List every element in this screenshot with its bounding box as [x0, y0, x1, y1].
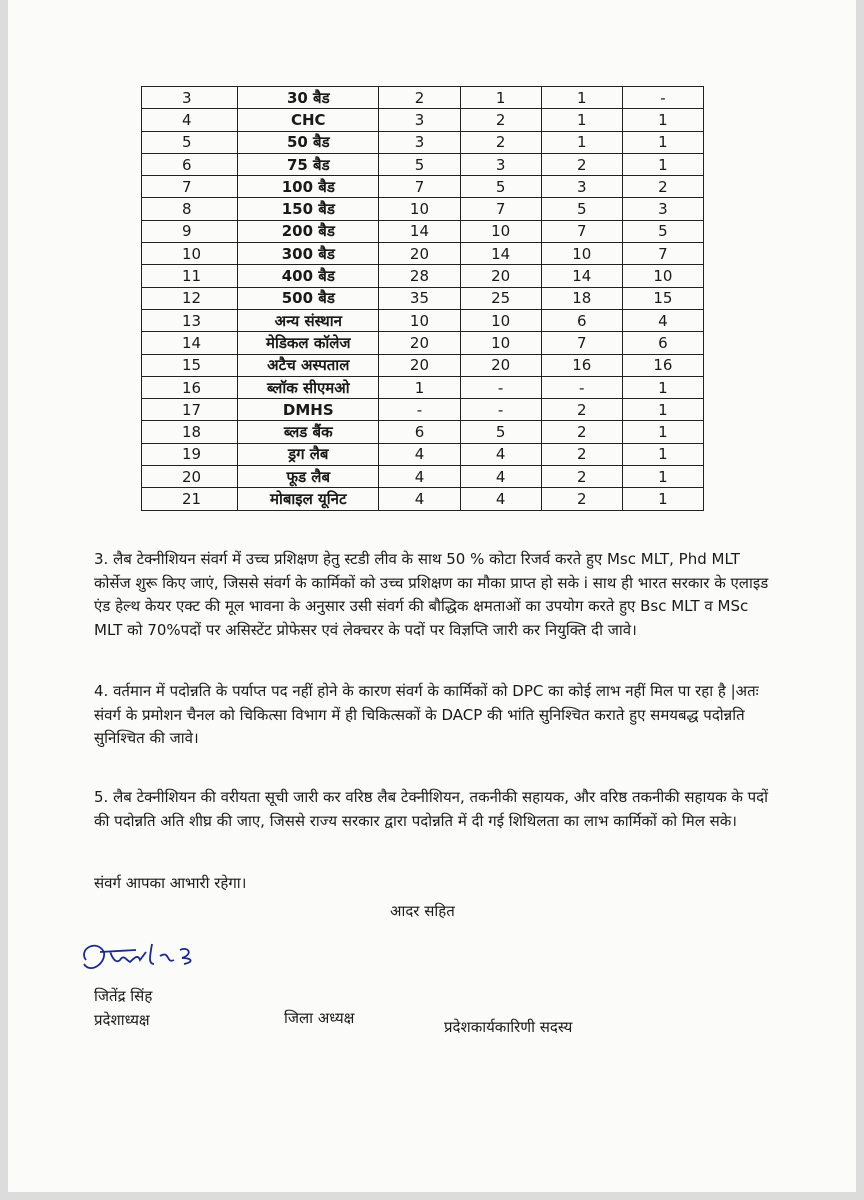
unit-name-cell: CHC	[238, 109, 379, 131]
count-cell: 2	[541, 466, 622, 488]
unit-name-cell: अन्य संस्थान	[238, 309, 379, 331]
count-cell: 10	[460, 332, 541, 354]
count-cell: 3	[460, 153, 541, 175]
serial-number-cell: 12	[142, 287, 238, 309]
count-cell: 1	[622, 443, 703, 465]
count-cell: -	[379, 399, 460, 421]
count-cell: 15	[622, 287, 703, 309]
staff-table	[141, 86, 704, 511]
count-cell: 2	[541, 399, 622, 421]
count-cell: -	[460, 399, 541, 421]
table-row	[142, 198, 704, 220]
closing-regards: आदर सहित	[390, 902, 455, 920]
count-cell: 1	[622, 153, 703, 175]
count-cell: 5	[460, 421, 541, 443]
count-cell: 2	[379, 87, 460, 109]
count-cell: 2	[460, 109, 541, 131]
count-cell: 16	[541, 354, 622, 376]
table-row	[142, 109, 704, 131]
serial-number-cell: 19	[142, 443, 238, 465]
count-cell: 5	[379, 153, 460, 175]
count-cell: 10	[460, 309, 541, 331]
count-cell: 1	[622, 109, 703, 131]
table-row	[142, 131, 704, 153]
count-cell: 6	[379, 421, 460, 443]
serial-number-cell: 20	[142, 466, 238, 488]
count-cell: 25	[460, 287, 541, 309]
count-cell: 10	[379, 198, 460, 220]
count-cell: 3	[379, 109, 460, 131]
serial-number-cell: 21	[142, 488, 238, 510]
executive-member-label: प्रदेशकार्यकारिणी सदस्य	[444, 1018, 573, 1036]
unit-name-cell: ब्लॉक सीएमओ	[238, 376, 379, 398]
unit-name-cell: अटैच अस्पताल	[238, 354, 379, 376]
district-president-label: जिला अध्यक्ष	[284, 1009, 355, 1027]
count-cell: 1	[622, 131, 703, 153]
document-page	[8, 0, 856, 1192]
table-row	[142, 332, 704, 354]
count-cell: 1	[541, 131, 622, 153]
unit-name-cell: 75 बैड	[238, 153, 379, 175]
unit-name-cell: 500 बैड	[238, 287, 379, 309]
count-cell: 2	[541, 421, 622, 443]
count-cell: 4	[379, 466, 460, 488]
count-cell: 4	[622, 309, 703, 331]
count-cell: 7	[460, 198, 541, 220]
count-cell: 6	[622, 332, 703, 354]
table-row	[142, 399, 704, 421]
table-row	[142, 243, 704, 265]
count-cell: 1	[622, 376, 703, 398]
unit-name-cell: मेडिकल कॉलेज	[238, 332, 379, 354]
unit-name-cell: ड्रग लैब	[238, 443, 379, 465]
count-cell: 4	[379, 488, 460, 510]
count-cell: 5	[541, 198, 622, 220]
count-cell: 2	[541, 153, 622, 175]
count-cell: 10	[622, 265, 703, 287]
count-cell: 2	[541, 488, 622, 510]
serial-number-cell: 10	[142, 243, 238, 265]
count-cell: 18	[541, 287, 622, 309]
paragraph-5: 5. लैब टेक्नीशियन की वरीयता सूची जारी कर वरिष्ठ लैब टेक्नीशियन, तकनीकी सहायक, और वरिष्ठ तकनीकी सहायक के पदों की पदोन्नति अति शीघ्र की जाए, जिससे राज्य सरकार द्वारा पदोन्नति में दी गई शिथिलता का लाभ कार्मिकों को मिल सके।	[94, 788, 769, 830]
serial-number-cell: 18	[142, 421, 238, 443]
table-row	[142, 265, 704, 287]
count-cell: 1	[622, 488, 703, 510]
serial-number-cell: 17	[142, 399, 238, 421]
count-cell: 2	[460, 131, 541, 153]
count-cell: 5	[460, 176, 541, 198]
count-cell: 4	[379, 443, 460, 465]
unit-name-cell: ब्लड बैंक	[238, 421, 379, 443]
count-cell: 10	[460, 220, 541, 242]
table-row	[142, 354, 704, 376]
serial-number-cell: 6	[142, 153, 238, 175]
unit-name-cell: फूड लैब	[238, 466, 379, 488]
table-row	[142, 220, 704, 242]
count-cell: 4	[460, 443, 541, 465]
serial-number-cell: 11	[142, 265, 238, 287]
table-row	[142, 443, 704, 465]
count-cell: 7	[622, 243, 703, 265]
count-cell: 1	[460, 87, 541, 109]
serial-number-cell: 3	[142, 87, 238, 109]
unit-name-cell: 50 बैड	[238, 131, 379, 153]
count-cell: 1	[541, 87, 622, 109]
serial-number-cell: 16	[142, 376, 238, 398]
signatory-designation: प्रदेशाध्यक्ष	[94, 1011, 150, 1029]
serial-number-cell: 8	[142, 198, 238, 220]
unit-name-cell: मोबाइल यूनिट	[238, 488, 379, 510]
count-cell: 2	[622, 176, 703, 198]
count-cell: 20	[460, 265, 541, 287]
count-cell: 1	[622, 466, 703, 488]
serial-number-cell: 5	[142, 131, 238, 153]
serial-number-cell: 7	[142, 176, 238, 198]
table-row	[142, 421, 704, 443]
count-cell: 5	[622, 220, 703, 242]
count-cell: 4	[460, 488, 541, 510]
table-row	[142, 87, 704, 109]
count-cell: 7	[541, 220, 622, 242]
serial-number-cell: 4	[142, 109, 238, 131]
count-cell: 35	[379, 287, 460, 309]
table-row	[142, 309, 704, 331]
count-cell: 20	[379, 332, 460, 354]
signatory-name: जितेंद्र सिंह	[94, 987, 153, 1005]
table-row	[142, 153, 704, 175]
count-cell: 14	[460, 243, 541, 265]
paragraph-3: 3. लैब टेक्नीशियन संवर्ग में उच्च प्रशिक्षण हेतु स्टडी लीव के साथ 50 % कोटा रिजर्व करते हुए Msc MLT, Phd MLT कोर्सेज शुरू किए जाएं, जिससे संवर्ग के कार्मिकों को उच्च प्रशिक्षण का मौका प्राप्त हो सके i साथ ही भारत सरकार के एलाइड एंड हेल्थ केयर एक्ट की मूल भावना के अनुसार उसी संवर्ग की बौद्धिक क्षमताओं का उपयोग करते हुए Bsc MLT व MSc MLT को 70%पदों पर असिस्टेंट प्रोफेसर एवं लेक्चरर के पदों पर विज्ञप्ति जारी कर नियुक्ति दी जावे।	[94, 550, 769, 639]
serial-number-cell: 15	[142, 354, 238, 376]
count-cell: 10	[379, 309, 460, 331]
count-cell: 7	[541, 332, 622, 354]
unit-name-cell: 400 बैड	[238, 265, 379, 287]
count-cell: 14	[541, 265, 622, 287]
count-cell: -	[622, 87, 703, 109]
count-cell: 20	[379, 354, 460, 376]
handwritten-signature	[76, 930, 226, 982]
table-row	[142, 488, 704, 510]
unit-name-cell: 100 बैड	[238, 176, 379, 198]
table-row	[142, 376, 704, 398]
count-cell: 4	[460, 466, 541, 488]
count-cell: 1	[622, 421, 703, 443]
count-cell: 7	[379, 176, 460, 198]
count-cell: -	[460, 376, 541, 398]
serial-number-cell: 14	[142, 332, 238, 354]
count-cell: 3	[379, 131, 460, 153]
table-row	[142, 466, 704, 488]
unit-name-cell: 150 बैड	[238, 198, 379, 220]
count-cell: 3	[541, 176, 622, 198]
count-cell: 28	[379, 265, 460, 287]
paragraph-4: 4. वर्तमान में पदोन्नति के पर्याप्त पद नहीं होने के कारण संवर्ग के कार्मिकों को DPC का कोई लाभ नहीं मिल पा रहा है |अतः संवर्ग के प्रमोशन चैनल को चिकित्सा विभाग में ही चिकित्सकों के DACP की भांति सुनिश्चित कराते हुए समयबद्ध पदोन्नति सुनिश्चित की जावे।	[94, 682, 759, 747]
count-cell: 1	[622, 399, 703, 421]
unit-name-cell: DMHS	[238, 399, 379, 421]
count-cell: 1	[379, 376, 460, 398]
count-cell: -	[541, 376, 622, 398]
unit-name-cell: 300 बैड	[238, 243, 379, 265]
count-cell: 3	[622, 198, 703, 220]
unit-name-cell: 200 बैड	[238, 220, 379, 242]
unit-name-cell: 30 बैड	[238, 87, 379, 109]
count-cell: 14	[379, 220, 460, 242]
count-cell: 6	[541, 309, 622, 331]
table-row	[142, 176, 704, 198]
count-cell: 16	[622, 354, 703, 376]
count-cell: 2	[541, 443, 622, 465]
serial-number-cell: 9	[142, 220, 238, 242]
count-cell: 20	[460, 354, 541, 376]
closing-thanks: संवर्ग आपका आभारी रहेगा।	[94, 874, 247, 892]
count-cell: 20	[379, 243, 460, 265]
serial-number-cell: 13	[142, 309, 238, 331]
count-cell: 10	[541, 243, 622, 265]
staff-table-body	[142, 87, 704, 511]
table-row	[142, 287, 704, 309]
count-cell: 1	[541, 109, 622, 131]
